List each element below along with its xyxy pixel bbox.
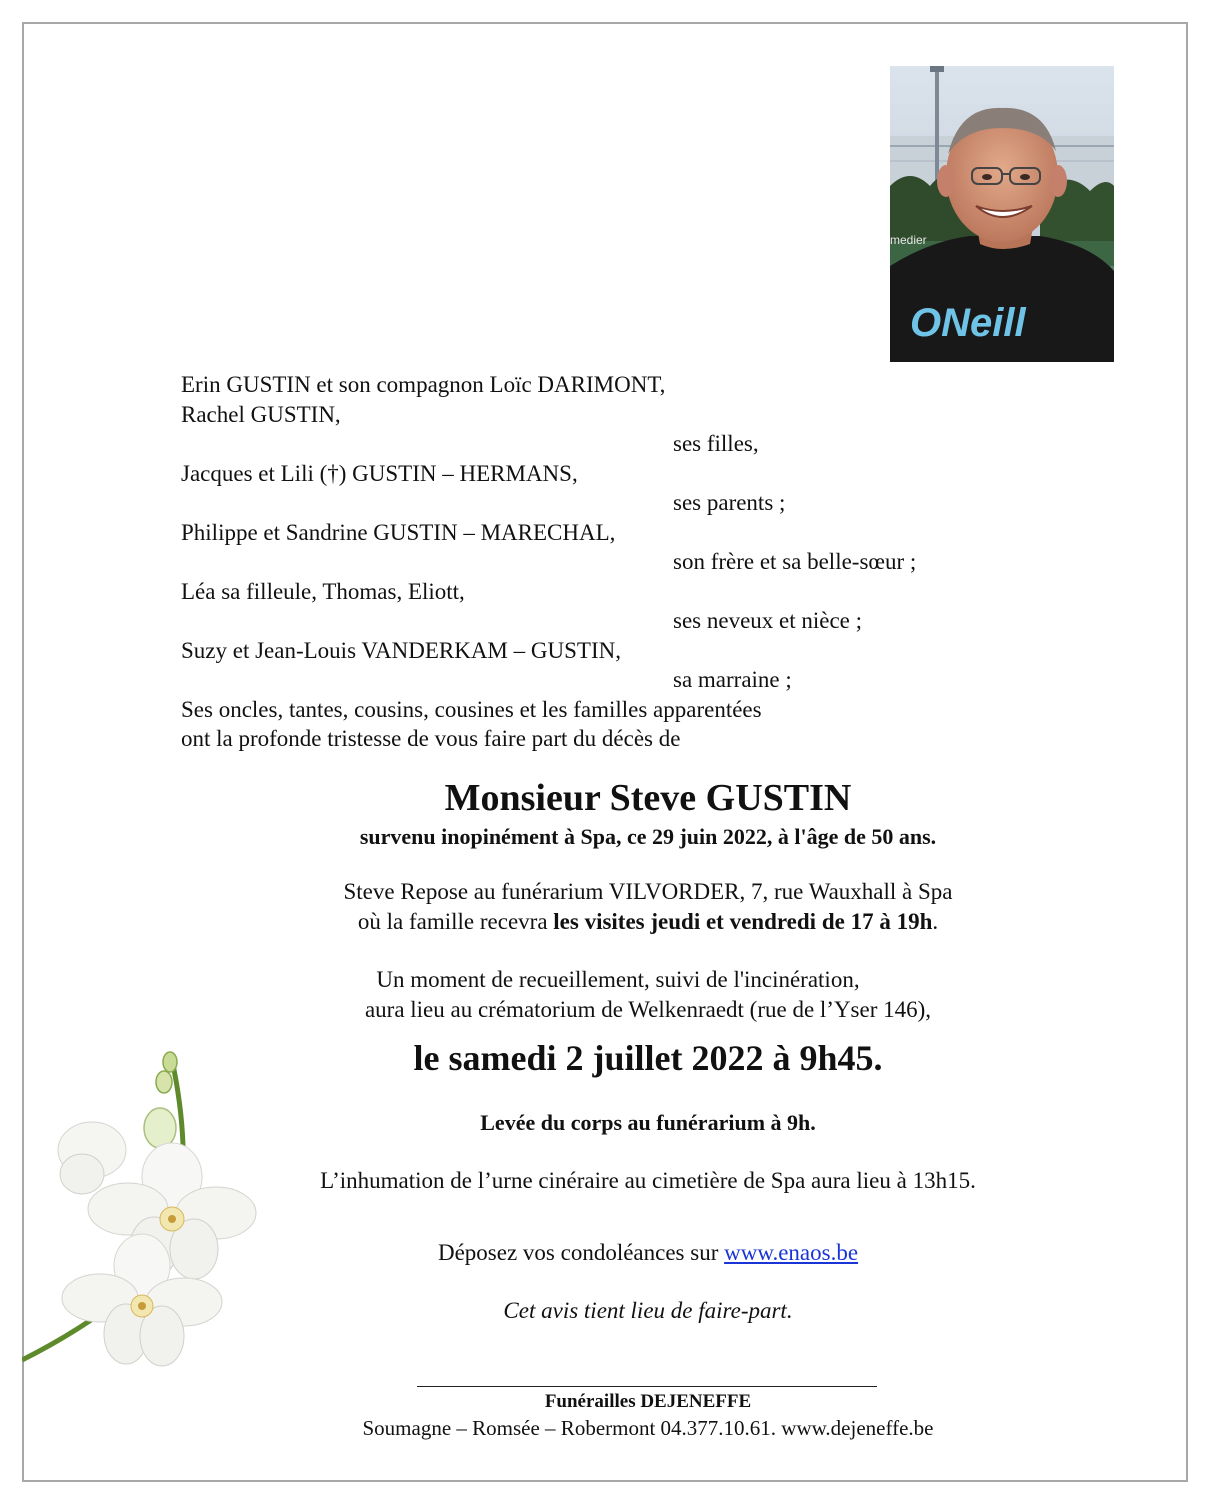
family-member-line: Philippe et Sandrine GUSTIN – MARECHAL, — [181, 519, 616, 545]
family-relation-line: sa marraine ; — [673, 667, 792, 692]
notice-text: Cet avis tient lieu de faire-part. — [503, 1298, 793, 1323]
photo-shirt-logo: ONeill — [910, 301, 1026, 345]
funeral-home-address: Soumagne – Romsée – Robermont 04.377.10.61. www.dejeneffe.be — [362, 1416, 934, 1440]
deceased-name: Monsieur Steve GUSTIN — [444, 777, 852, 819]
family-member-line: Léa sa filleule, Thomas, Eliott, — [181, 578, 465, 604]
portrait-photo — [890, 66, 1114, 362]
ceremony-line-1: Un moment de recueillement, suivi de l'incinération, — [376, 967, 860, 992]
visits-hours: les visites jeudi et vendredi de 17 à 19h — [553, 908, 933, 934]
ceremony-line-2: aura lieu au crématorium de Welkenraedt (rue de l’Yser 146), — [364, 996, 932, 1022]
funeral-home-name: Funérailles DEJENEFFE — [544, 1391, 752, 1412]
visits-prefix: où la famille recevra — [357, 908, 554, 934]
family-member-line: Rachel GUSTIN, — [181, 401, 341, 427]
death-details: survenu inopinément à Spa, ce 29 juin 2022, à l'âge de 50 ans. — [359, 824, 937, 849]
signature-divider — [417, 1386, 877, 1387]
levee-du-corps: Levée du corps au funérarium à 9h. — [480, 1110, 816, 1135]
family-member-line: ont la profonde tristesse de vous faire part du décès de — [181, 726, 681, 751]
family-relation-line: ses neveux et nièce ; — [673, 608, 863, 633]
ceremony-paragraph — [0, 965, 1214, 1024]
inhumation-text: L’inhumation de l’urne cinéraire au cimetière de Spa aura lieu à 13h15. — [320, 1168, 976, 1193]
visits-paragraph — [0, 877, 1214, 936]
family-relation-line: ses parents ; — [673, 490, 786, 515]
visits-suffix: . — [932, 908, 939, 934]
family-member-line: Ses oncles, tantes, cousins, cousines et les familles apparentées — [181, 696, 762, 722]
visits-line-2 — [0, 907, 1214, 937]
family-member-line: Jacques et Lili (†) GUSTIN – HERMANS, — [181, 460, 578, 486]
condolences-prefix: Déposez vos condoléances sur — [437, 1240, 725, 1265]
orchid-illustration — [22, 1040, 312, 1400]
condolences-link[interactable]: www.enaos.be — [724, 1240, 859, 1265]
family-relation-line: son frère et sa belle-sœur ; — [673, 549, 917, 574]
family-member-line: Suzy et Jean-Louis VANDERKAM – GUSTIN, — [181, 637, 621, 663]
family-relation-line: ses filles, — [673, 431, 759, 456]
photo-background-text: medier — [890, 233, 927, 247]
ceremony-date: le samedi 2 juillet 2022 à 9h45. — [413, 1038, 883, 1078]
visits-line-1: Steve Repose au funérarium VILVORDER, 7, rue Wauxhall à Spa — [343, 879, 953, 904]
family-member-line: Erin GUSTIN et son compagnon Loïc DARIMONT, — [181, 372, 666, 397]
family-list — [181, 370, 981, 754]
